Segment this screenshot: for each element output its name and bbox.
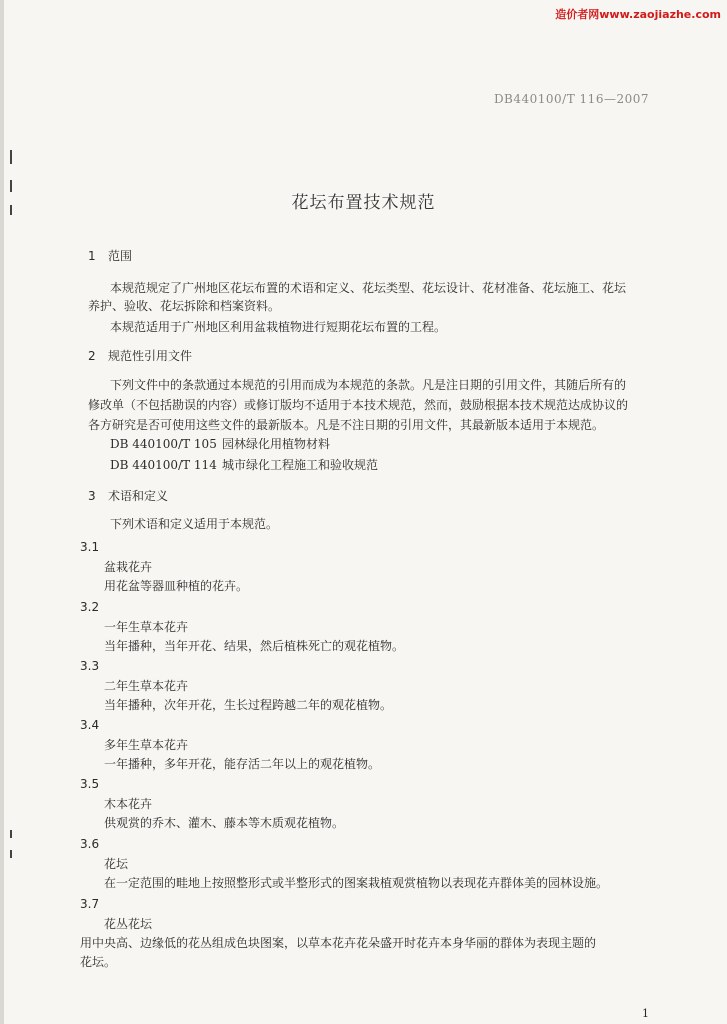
watermark: 造价者网www.zaojiazhe.com — [555, 8, 721, 21]
term-definition: 供观赏的乔木、灌木、藤本等木质观花植物。 — [104, 816, 345, 830]
term-name: 盆栽花卉 — [104, 560, 153, 574]
reference-title: 园林绿化用植物材料 — [222, 437, 331, 451]
term-number: 3.6 — [80, 837, 100, 851]
paragraph-line: 修改单（不包括勘误的内容）或修订版均不适用于本技术规范，然而，鼓励根据本技术规范达成协议的 — [88, 398, 629, 412]
term-definition: 用花盆等器皿种植的花卉。 — [104, 579, 249, 593]
paragraph-line: 下列文件中的条款通过本规范的引用而成为本规范的条款。凡是注日期的引用文件，其随后所有的 — [110, 378, 627, 392]
section-heading: 术语和定义 — [108, 489, 169, 503]
binding-mark — [10, 850, 12, 858]
term-number: 3.2 — [80, 600, 100, 614]
term-name: 花坛 — [104, 857, 129, 871]
scan-edge — [0, 0, 4, 1024]
term-number: 3.3 — [80, 659, 100, 673]
paragraph-line: 养护、验收、花坛拆除和档案资料。 — [88, 299, 281, 313]
paragraph-line: 各方研究是否可使用这些文件的最新版本。凡是不注日期的引用文件，其最新版本适用于本规范。 — [88, 418, 605, 432]
section-heading: 规范性引用文件 — [108, 349, 193, 363]
page-number: 1 — [642, 1007, 649, 1020]
term-definition: 一年播种，多年开花，能存活二年以上的观花植物。 — [104, 757, 381, 771]
term-number: 3.7 — [80, 897, 100, 911]
term-definition: 用中央高、边缘低的花丛组成色块图案，以草本花卉花朵盛开时花卉本身华丽的群体为表现主题的 — [80, 936, 597, 950]
term-number: 3.5 — [80, 777, 100, 791]
term-name: 木本花卉 — [104, 797, 153, 811]
section-heading: 范围 — [108, 249, 133, 263]
binding-mark — [10, 830, 12, 838]
section-number: 1 — [88, 249, 96, 263]
reference-title: 城市绿化工程施工和验收规范 — [222, 458, 379, 472]
doc-number: DB440100/T 116—2007 — [493, 92, 649, 106]
term-definition: 花坛。 — [80, 955, 117, 969]
paragraph-line: 本规范规定了广州地区花坛布置的术语和定义、花坛类型、花坛设计、花材准备、花坛施工、花坛 — [110, 281, 627, 295]
term-name: 多年生草本花卉 — [104, 738, 189, 752]
binding-mark — [10, 150, 12, 164]
term-name: 二年生草本花卉 — [104, 679, 189, 693]
term-definition: 在一定范围的畦地上按照整形式或半整形式的图案栽植观赏植物以表现花卉群体美的园林设施。 — [104, 876, 609, 890]
term-number: 3.1 — [80, 540, 100, 554]
reference-code: DB 440100/T 114 — [110, 458, 217, 472]
term-name: 一年生草本花卉 — [104, 620, 189, 634]
section-number: 2 — [88, 349, 96, 363]
term-definition: 当年播种，次年开花，生长过程跨越二年的观花植物。 — [104, 698, 393, 712]
term-number: 3.4 — [80, 718, 100, 732]
page-title: 花坛布置技术规范 — [291, 193, 436, 213]
section-number: 3 — [88, 489, 96, 503]
paragraph-line: 下列术语和定义适用于本规范。 — [110, 517, 279, 531]
reference-code: DB 440100/T 105 — [110, 437, 217, 451]
term-definition: 当年播种，当年开花、结果，然后植株死亡的观花植物。 — [104, 639, 405, 653]
paragraph-line: 本规范适用于广州地区利用盆栽植物进行短期花坛布置的工程。 — [110, 320, 447, 334]
term-name: 花丛花坛 — [104, 917, 153, 931]
